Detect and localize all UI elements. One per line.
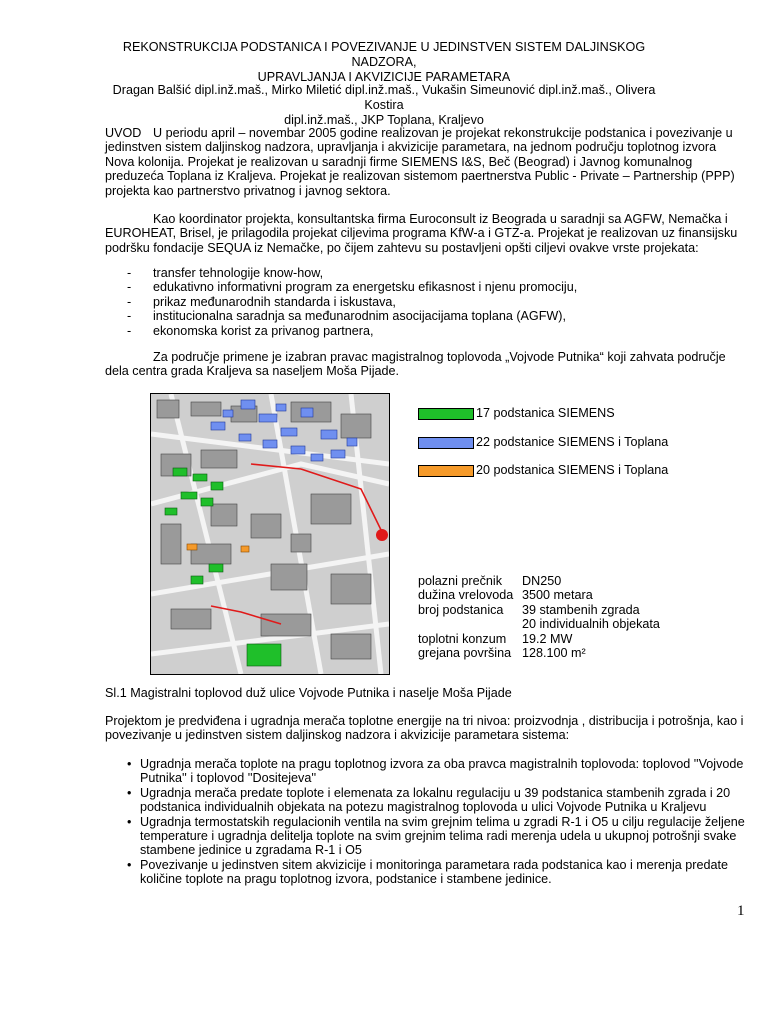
goals-list <box>105 266 577 338</box>
bullet-list <box>105 757 745 887</box>
bullet-marker: • <box>127 757 132 771</box>
legend-swatch <box>418 437 474 449</box>
list-item: • Ugradnja merača predate toplote i elemenata za lokalnu regulaciju u 39 podstanica stambenih zgrada i 20 podstanica individualnih objekata na potezu magistralnog toplovoda u ulici Vojvode Putnika u Kraljevu <box>127 785 731 815</box>
dash-marker: - <box>127 280 132 295</box>
list-item: - edukativno informativni program za energetsku efikasnost i njenu promociju, <box>127 280 578 295</box>
legend-item-blue: 22 podstanice SIEMENS i Toplana <box>418 435 678 451</box>
list-item: - institucionalna saradnja sa međunarodnim asocijacijama toplana (AGFW), <box>127 309 566 324</box>
legend-item-green: 17 podstanica SIEMENS <box>418 406 658 422</box>
figure-caption: Sl.1 Magistralni toplovod duž ulice Vojvode Putnika i naselje Moša Pijade <box>105 686 512 700</box>
dash-marker: - <box>127 266 132 280</box>
bullet-marker: • <box>127 857 132 872</box>
dash-marker: - <box>127 294 132 309</box>
bullet-marker: • <box>127 785 132 800</box>
list-item: - transfer tehnologije know-how, <box>127 266 324 280</box>
legend-swatch <box>418 408 474 420</box>
legend-item-orange: 20 podstanica SIEMENS i Toplana <box>418 463 678 479</box>
list-item: • Povezivanje u jedinstven sitem akvizicije i monitoringa parametara rada podstanica kao i merenja predate količine toplote na pragu toplotnog izvora, podstanice i stambene jedinice. <box>127 857 729 887</box>
intro-paragraph-1: U periodu april – novembar 2005 godine realizovan je projekat rekonstrukcije podstanica i povezivanje u jedinstven sistem daljinskog nadzora, upravljanja i akvizicije parametara, na jednom području toplotnog izvora Nova kolonija. Projekat je realizovan u saradnji firme SIEMENS I&S, Beč (Beograd) i Javnog komunalnog preduzeća Toplana iz Kraljeva. Projekat je realizovan sistemom paertnerstva Public - Private – Partnership (PPP) projekta kao partnerstvo privatnog i javnog sektora. <box>105 126 735 198</box>
bullet-marker: • <box>127 814 132 829</box>
paragraph-measurement: Projektom je predviđena i ugradnja merača toplotne energije na tri nivoa: proizvodnja , distribucija i potrošnja, kao i povezivanje u jedinstven sistem daljinskog nadzora i akvizicije parametara sistema: <box>105 714 744 743</box>
list-item: • Ugradnja merača toplote na pragu toplotnog izvora za oba pravca magistralnih toplovoda: toplovod ''Vojvode Putnika'' i toplovod ''Dositejeva'' <box>127 757 744 786</box>
dash-marker: - <box>127 309 132 324</box>
map-illustration <box>151 394 389 674</box>
page-number: 1 <box>737 903 745 919</box>
list-item: • Ugradnja termostatskih regulacionih ventila na svim grejnim telima u zgradi R-1 i O5 u cilju regulacije željene temperature i ugradnja delitelja toplote na svim grejnim telima radi merenja udela u ukupnoj potrošnji svake stambene jedinice u zgradama R-1 i O5 <box>127 814 745 858</box>
intro-paragraph-3: Za područje primene je izabran pravac magistralnog toplovoda „Vojvode Putnika“ koji zahvata područje dela centra grada Kraljeva sa naseljem Moša Pijade. <box>105 350 726 379</box>
document-title: REKONSTRUKCIJA PODSTANICA I POVEZIVANJE U JEDINSTVEN SISTEM DALJINSKOG NADZORA, UPRAVLJANJA I AKVIZICIJE PARAMETARA <box>122 40 646 84</box>
dash-marker: - <box>127 323 132 338</box>
intro-paragraph-2: Kao koordinator projekta, konsultantska firma Euroconsult iz Beograda u saradnji sa AGFW, Nemačka i EUROHEAT, Brisel, je prilagodila projekat ciljevima programa KfW-a i GTZ-a. Projekat je realizovan uz finansijsku podršku fondacije SEQUA iz Nemačke, po čijem zahtevu su postavljeni opšti ciljevi ovakve vrste projekata: <box>105 212 738 255</box>
list-item: - prikaz međunarodnih standarda i iskustava, <box>127 294 396 309</box>
legend-swatch <box>418 465 474 477</box>
authors: Dragan Balšić dipl.inž.maš., Mirko Miletić dipl.inž.maš., Vukašin Simeunović dipl.inž.maš., Olivera Kostira dipl.inž.maš., JKP Toplana, Kraljevo <box>112 83 656 127</box>
network-map-figure <box>150 393 390 675</box>
document-page: REKONSTRUKCIJA PODSTANICA I POVEZIVANJE U JEDINSTVEN SISTEM DALJINSKOG NADZORA, UPRAVLJANJA I AKVIZICIJE PARAMETARA Dragan Balšić dipl.inž.maš., Mirko Miletić dipl.inž.maš., Vukašin Simeunović dipl.inž.maš., Olivera Kostira dipl.inž.maš., JKP Toplana, Kraljevo UVOD U periodu april – novembar 2005 godine realizovan je projekat rekonstrukcije podstanica i povezivanje u jedinstven sistem daljinskog nadzora, upravljanja i akvizicije parametara, na jednom području toplotnog izvora Nova kolonija. Projekat je realizovan u saradnji firme SIEMENS I&S, Beč (Beograd) i Javnog komunalnog preduzeća Toplana iz Kraljeva. Projekat je realizovan sistemom paertnerstva Public - Private – Partnership (PPP) projekta kao partnerstvo privatnog i javnog sektora. Kao koordinator projekta, konsultantska firma Euroconsult iz Beograda u saradnji sa AGFW, Nemačka i EUROHEAT, Brisel, je prilagodila projekat ciljevima programa KfW-a i GTZ-a. Projekat je realizovan uz finansijsku podršku fondacije SEQUA iz Nemačke, po čijem zahtevu su postavljeni opšti ciljevi ovakve vrste projekata: - transfer tehnologije know-how, - edukativno informativni program za energetsku efikasnost i njenu promociju, - prikaz međunarodnih standarda i iskustava, - institucionalna saradnja sa međunarodnim asocijacijama toplana (AGFW), - ekonomska korist za privanog partnera, Za područje primene je izabran pravac magistralnog toplovoda „Vojvode Putnika“ koji zahvata područje dela centra grada Kraljeva sa naseljem Moša Pijade. 17 podstanica SIEMENS 22 podstanice SIEMENS i Toplana 20 podstanica SIEMENS i Toplana polazni prečnik DN250 dužina vrelovoda 3500 metara broj podstanica 39 stambenih zgrada 20 individualnih objekata toplotni konzum 19.2 MW grejana površina 128.100 m² Sl.1 Magistralni toplovod duž ulice Vojvode Putnika i naselje Moša Pijade Projektom je predviđena i ugradnja merača toplotne energije na tri nivoa: proizvodnja , distribucija i potrošnja, kao i povezivanje u jedinstven sistem daljinskog nadzora i akvizicije parametara sistema: • Ugradnja merača toplote na pragu toplotnog izvora za oba pravca magistralnih toplovoda: toplovod ''Vojvode Putnika'' i toplovod ''Dositejeva'' • Ugradnja merača predate toplote i elemenata za lokalnu regulaciju u 39 podstanica stambenih zgrada i 20 podstanica individualnih objekata na potezu magistralnog toplovoda u ulici Vojvode Putnika u Kraljevu • Ugradnja termostatskih regulacionih ventila na svim grejnim telima u zgradi R-1 i O5 u cilju regulacije željene temperature i ugradnja delitelja toplote na svim grejnim telima radi merenja udela u ukupnoj potrošnji svake stambene jedinice u zgradama R-1 i O5 • Povezivanje u jedinstven sitem akvizicije i monitoringa parametara rada podstanica kao i merenja predate količine toplote na pragu toplotnog izvora, podstanice i stambene jedinice. 1 <box>105 40 745 919</box>
section-heading-uvod: UVOD <box>105 126 142 140</box>
list-item: - ekonomska korist za privanog partnera, <box>127 323 374 338</box>
